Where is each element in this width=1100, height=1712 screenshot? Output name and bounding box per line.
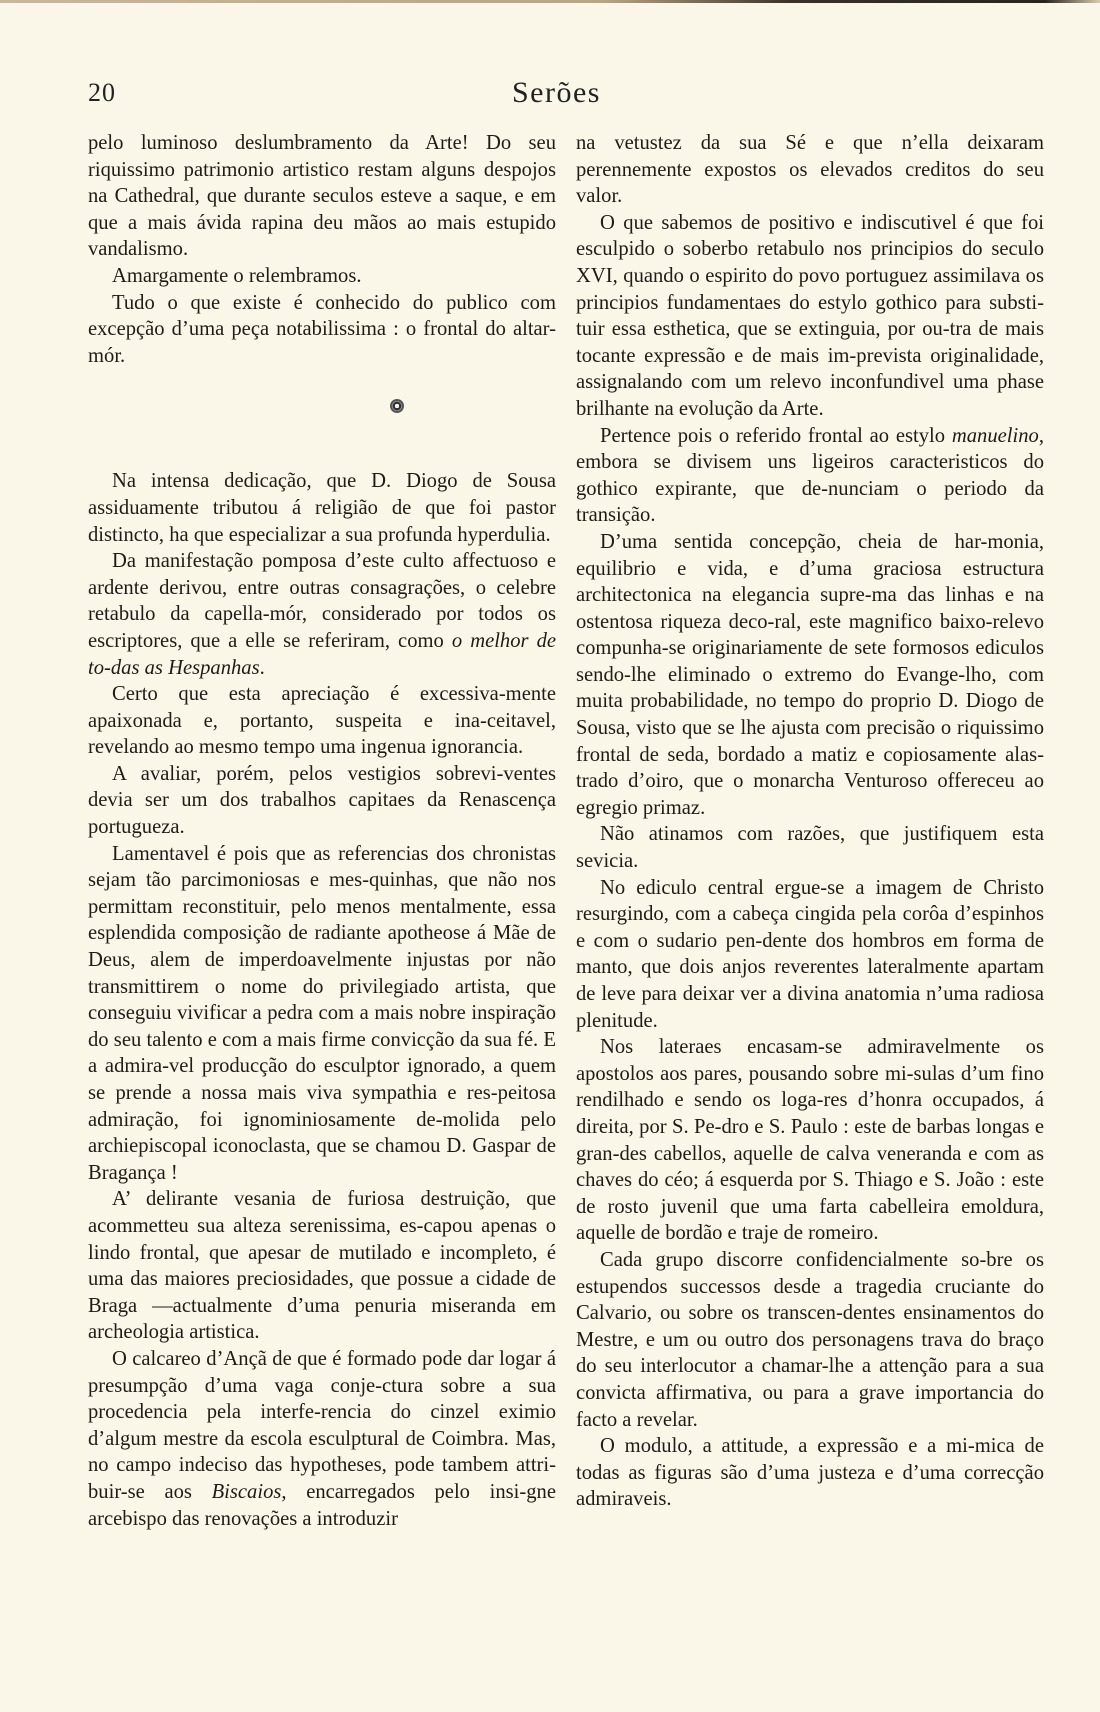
paragraph: pelo luminoso deslumbramento da Arte! Do seu riquissimo patrimonio artistico restam alguns despojos na Cathedral, que durante seculos esteve a saque, e em que a mais ávida rapina deu mãos ao mais estupido vandalismo. bbox=[88, 132, 556, 261]
paragraph: O que sabemos de positivo e indiscutivel é que foi esculpido o soberbo retabulo nos principios do seculo XVI, quando o espirito do povo portuguez assimilava os principios fundamentaes do estylo gothico para substi-tuir essa esthetica, que se extinguia, por ou-tra de mais tocante expressão e de mais im-prevista originalidade, assignalando com um relevo inconfundivel uma phase brilhante na evolução da Arte. bbox=[576, 211, 1044, 420]
paragraph: na vetustez da sua Sé e que n’ella deixaram perennemente expostos os elevados creditos do seu valor. bbox=[576, 132, 1044, 208]
paragraph: Tudo o que existe é conhecido do publico com excepção d’uma peça notabilissima : o frontal do altar-mór. bbox=[88, 291, 556, 367]
paragraph: O modulo, a attitude, a expressão e a mi-mica de todas as figuras são d’uma justeza e d’uma correcção admiraveis. bbox=[576, 1435, 1044, 1511]
italic-quote: o melhor de to-das as Hespanhas bbox=[88, 629, 557, 679]
paragraph: Certo que esta apreciação é excessiva-mente apaixonada e, portanto, suspeita e ina-ceitavel, revelando ao mesmo tempo uma ingenua ignorancia. bbox=[88, 683, 556, 759]
text-run: Pertence pois o referido frontal ao estylo bbox=[600, 424, 952, 447]
page-number: 20 bbox=[88, 78, 116, 107]
paragraph bbox=[88, 1346, 556, 1532]
paragraph: Amargamente o relembramos. bbox=[112, 264, 362, 287]
paragraph: Lamentavel é pois que as referencias dos chronistas sejam tão parcimoniosas e mes-quinhas, que não nos permittam reconstituir, pelo menos mentalmente, essa esplendida composição de radiante apotheose á Mãe de Deus, alem de imperdoavelmente injustas por não transmittirem o nome do privilegiado artista, que conseguiu vivificar a pedra com a mais nobre inspiração do seu talento e com a mais firme convicção da sua fé. E a admira-vel producção do esculptor ignorado, a quem se prende a nossa mais viva sympathia e res-peitosa admiração, foi ignominiosamente de-molida pelo archiepiscopal iconoclasta, que se chamou D. Gaspar de Bragança ! bbox=[88, 842, 556, 1184]
section-ornament-icon bbox=[88, 383, 556, 436]
text-run: Da manifestação pomposa d’este culto affectuoso e ardente derivou, entre outras consagrações, o celebre retabulo da capella-mór, considerado por todos os escriptores, que a elle se referiram, como bbox=[88, 550, 556, 652]
left-column bbox=[88, 130, 556, 1532]
paragraph: A’ delirante vesania de furiosa destruição, que acommetteu sua alteza serenissima, es-capou apenas o lindo frontal, que apesar de mutilado e incompleto, é uma das maiores preciosidades, que possue a cidade de Braga —actualmente d’uma penuria miseranda em archeologia artistica. bbox=[88, 1188, 556, 1344]
italic-term: Biscaios bbox=[211, 1480, 282, 1503]
paragraph: A avaliar, porém, pelos vestigios sobrevi-ventes devia ser um dos trabalhos capitaes da Renascença portugueza. bbox=[88, 762, 556, 839]
paragraph: Cada grupo discorre confidencialmente so-bre os estupendos successos desde a tragedia cruciante do Calvario, ou sobre os transcen-dentes ensinamentos do Mestre, e um ou outro dos personagens trava do braço do seu interlocutor a chamar-lhe a attenção para a sua convicta affirmativa, ou para a grave importancia do facto a revelar. bbox=[576, 1248, 1044, 1431]
page-top-edge bbox=[0, 0, 1100, 3]
italic-term: manuelino bbox=[951, 424, 1039, 447]
paragraph: D’uma sentida concepção, cheia de har-monia, equilibrio e vida, e d’uma graciosa estructura architectonica na elegancia supre-ma das linhas e na ostentosa riqueza deco-ral, este magnifico baixo-relevo compunha-se originariamente de sete formosos ediculos sendo-lhe eliminado o extremo do Evange-lho, com muita probabilidade, no tempo do proprio D. Diogo de Sousa, visto que se lhe ajusta com precisão o riquissimo frontal de seda, bordado a matiz e copiosamente alas-trado d’oiro, que o monarcha Venturoso offereceu ao egregio primaz. bbox=[576, 530, 1044, 819]
paragraph: Na intensa dedicação, que D. Diogo de Sousa assiduamente tributou á religião de que foi pastor distincto, ha que especializar a sua profunda hyperdulia. bbox=[88, 470, 556, 546]
right-column bbox=[576, 130, 1044, 1513]
text-run: . bbox=[259, 656, 265, 679]
paragraph: Não atinamos com razões, que justifiquem esta sevicia. bbox=[576, 823, 1044, 873]
paragraph bbox=[88, 548, 556, 681]
text-run: , embora se divisem uns ligeiros caracteristicos do gothico expirante, que de-nunciam o periodo da transição. bbox=[576, 424, 1044, 527]
running-title: Serões bbox=[512, 76, 601, 109]
paragraph: Nos lateraes encasam-se admiravelmente os apostolos aos pares, pousando sobre mi-sulas d’um fino rendilhado e sendo os loga-res d’honra occupados, á direita, por S. Pe-dro e S. Paulo : este de barbas longas e gran-des cabellos, aquelle de calva veneranda e com as chaves do céo; á esquerda por S. Thiago e S. João : este de rosto juvenil que uma farta cabelleira emoldura, aquelle de bordão e traje de romeiro. bbox=[576, 1036, 1044, 1245]
paragraph bbox=[576, 423, 1044, 529]
text-run: O calcareo d’Ançã de que é formado pode dar logar á presumpção d’uma vaga conje-ctura sobre a sua procedencia pela interfe-rencia do cinzel eximio d’algum mestre da escola esculptural de Coimbra. Mas, no campo indeciso das hypotheses, pode tambem attri-buir-se aos bbox=[88, 1347, 556, 1503]
ornament-dot-icon bbox=[390, 399, 404, 413]
text-run: , encarregados pelo insi-gne arcebispo das renovações a introduzir bbox=[88, 1480, 556, 1530]
paragraph: No ediculo central ergue-se a imagem de Christo resurgindo, com a cabeça cingida pela corôa d’espinhos e com o sudario pen-dente dos hombros em forma de manto, que dois anjos reverentes lateralmente apartam de leve para deixar ver a divina anatomia n’uma radiosa plenitude. bbox=[576, 876, 1044, 1032]
